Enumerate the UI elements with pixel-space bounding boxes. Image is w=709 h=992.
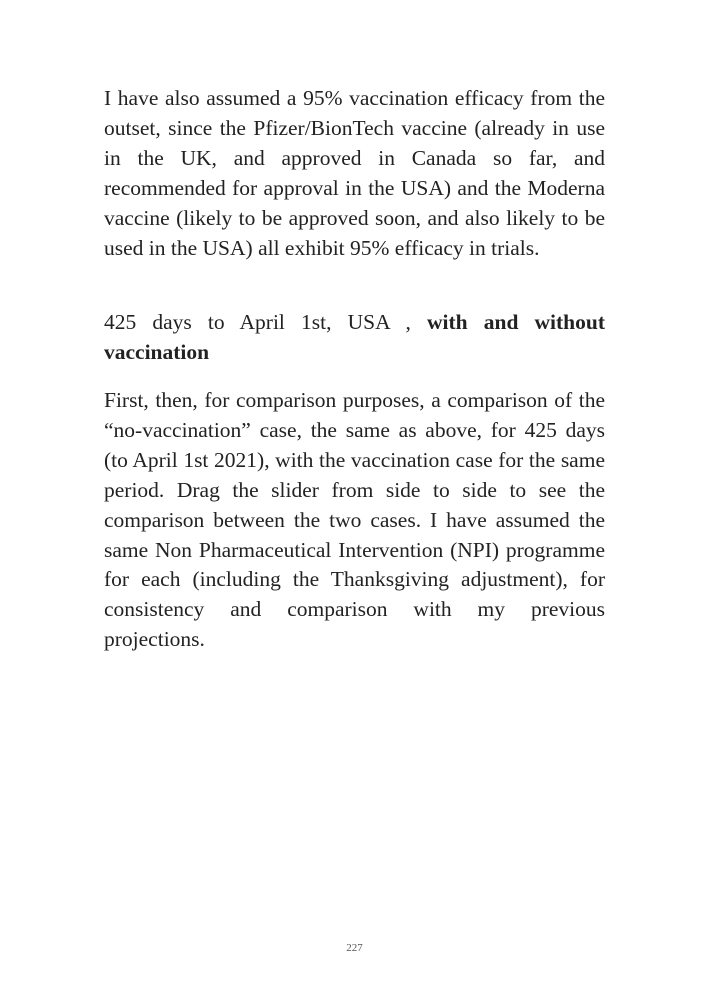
section-heading <box>104 308 605 368</box>
page-number: 227 <box>346 942 363 954</box>
section-heading-bold: with and without vaccination <box>104 310 605 364</box>
efficacy-paragraph: I have also assumed a 95% vaccination efficacy from the outset, since the Pfizer/BionTech vaccine (already in use in the UK, and approved in Canada so far, and recommended for approval in the USA) and the Moderna vaccine (likely to be approved soon, and also likely to be used in the USA) all exhibit 95% efficacy in trials. <box>104 86 605 260</box>
section-heading-plain: 425 days to April 1st, USA , <box>104 310 411 334</box>
comparison-paragraph: First, then, for comparison purposes, a comparison of the “no-vaccination” case, the same as above, for 425 days (to April 1st 2021), with the vaccination case for the same period. Drag the slider from side to side to see the comparison between the two cases. I have assumed the same Non Pharmaceutical Intervention (NPI) programme for each (including the Thanksgiving adjustment), for consistency and comparison with my previous projections. <box>104 388 605 652</box>
